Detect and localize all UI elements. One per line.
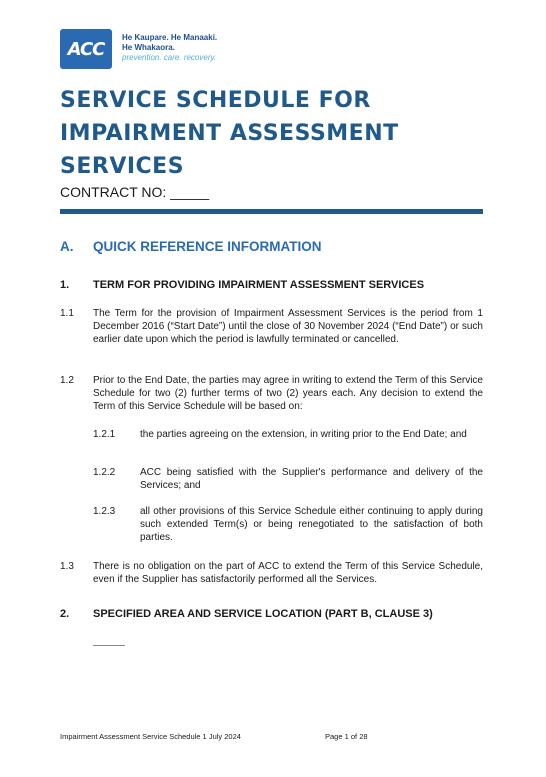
heading-1 xyxy=(60,279,424,291)
clause-1-2-2 xyxy=(93,466,483,492)
logo-tagline xyxy=(122,33,217,63)
heading-text: SPECIFIED AREA AND SERVICE LOCATION (PART B, CLAUSE 3) xyxy=(93,608,433,620)
clause-number: 1.1 xyxy=(60,308,74,319)
clause-text: all other provisions of this Service Schedule either continuing to apply during such extended Term(s) or being renegotiated to the satisfaction of both parties. xyxy=(140,506,483,543)
clause-number: 1.2.1 xyxy=(93,429,116,440)
footer-document-name: Impairment Assessment Service Schedule 1 July 2024 xyxy=(60,732,241,741)
clause-text: Prior to the End Date, the parties may agree in writing to extend the Term of this Service Schedule for two (2) further terms of two (2) years each. Any decision to extend the Term of this Service Schedule will be based on: xyxy=(93,375,483,412)
footer-page-number: Page 1 of 28 xyxy=(325,732,368,741)
section-a-heading xyxy=(60,239,322,254)
heading-number: 1. xyxy=(60,279,70,291)
clause-text: the parties agreeing on the extension, in writing prior to the End Date; and xyxy=(140,429,467,440)
clause-1-1 xyxy=(60,307,483,346)
document-title: SERVICE SCHEDULE FOR IMPAIRMENT ASSESSMENT SERVICES xyxy=(60,88,399,179)
clause-number: 1.2.3 xyxy=(93,506,116,517)
blank-line xyxy=(93,645,125,646)
logo-text: ACC xyxy=(67,38,105,60)
title-divider xyxy=(60,209,483,214)
clause-text: There is no obligation on the part of ACC to extend the Term of this Service Schedule, even if the Supplier has satisfactorily performed all the Services. xyxy=(93,561,483,585)
clause-1-2-1 xyxy=(93,428,483,441)
clause-number: 1.2.2 xyxy=(93,467,116,478)
clause-1-2 xyxy=(60,374,483,413)
tagline-line-1: He Kaupare. He Manaaki. xyxy=(122,33,218,42)
tagline-line-3: prevention. care. recovery. xyxy=(122,53,217,62)
acc-logo xyxy=(60,29,112,69)
heading-text: TERM FOR PROVIDING IMPAIRMENT ASSESSMENT SERVICES xyxy=(93,279,425,291)
tagline-line-2: He Whakaora. xyxy=(122,43,175,52)
clause-text: The Term for the provision of Impairment Assessment Services is the period from 1 December 2016 (“Start Date”) until the close of 30 November 2024 (“End Date”) or such earlier date upon which the period is lawfully terminated or cancelled. xyxy=(93,308,483,345)
heading-2 xyxy=(60,608,433,620)
clause-1-2-3 xyxy=(93,505,483,544)
heading-number: 2. xyxy=(60,608,70,620)
clause-number: 1.2 xyxy=(60,375,74,386)
clause-number: 1.3 xyxy=(60,561,74,572)
section-letter: A. xyxy=(60,239,74,254)
contract-number: CONTRACT NO: _____ xyxy=(60,184,210,200)
clause-text: ACC being satisfied with the Supplier's performance and delivery of the Services; and xyxy=(140,467,483,491)
section-title: QUICK REFERENCE INFORMATION xyxy=(93,239,322,254)
clause-1-3 xyxy=(60,560,483,586)
